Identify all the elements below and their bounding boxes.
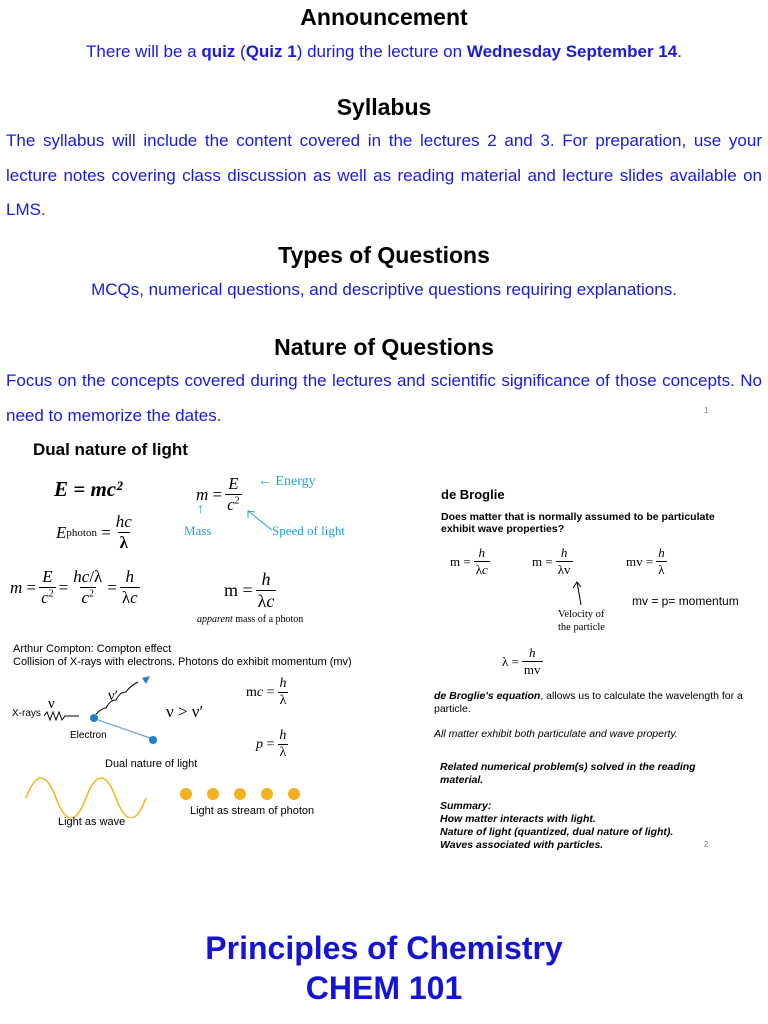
syllabus-text: The syllabus will include the content covered in the lectures 2 and 3. For preparation, use your lecture notes covering class discussion as well as reading material and lecture slides available on LMS. xyxy=(6,131,762,219)
nu-symbol: ν xyxy=(48,696,55,712)
frequency-inequality: ν > ν′ xyxy=(166,702,204,721)
xrays-label: X-rays xyxy=(12,708,41,719)
debroglie-wavelength-equation: λ = $\frac{h}{mv}$ xyxy=(502,645,541,677)
announcement-t3: ) during the lecture on xyxy=(296,42,467,61)
debroglie-mass-equation-2: m = $\frac{h}{\lambda v}$ xyxy=(532,545,571,577)
debroglie-question: Does matter that is normally assumed to be particulate exhibit wave properties? xyxy=(441,511,715,535)
speed-label: Speed of light xyxy=(272,523,345,538)
debroglie-equation-text xyxy=(434,690,744,716)
slide2-page-number: 2 xyxy=(704,840,709,849)
speed-arrow-icon xyxy=(244,508,274,532)
debroglie-equation-rest: , allows us to calculate the wavelength for a particle. xyxy=(434,690,743,715)
announcement-t2: ( xyxy=(235,42,246,61)
momentum-p-equation: p = $\frac{h}{\lambda}$ xyxy=(256,728,287,760)
slide1-title: Dual nature of light xyxy=(33,440,188,459)
summary-item-2: Nature of light (quantized, dual nature of light). xyxy=(440,826,674,838)
debroglie-mass-equation-1: m = $\frac{h}{\lambda c}$ xyxy=(450,545,488,577)
announcement-t1: There will be a xyxy=(86,42,202,61)
slide2-title: de Broglie xyxy=(441,487,505,502)
photon-mass-equation: m = $\frac{h}{\lambda c}$ xyxy=(224,569,275,611)
mass-energy-equation: m = $\frac{E}{c^2}$ xyxy=(196,474,240,514)
compton-line2: Collision of X-rays with electrons. Photons do exhibit momentum (mv) xyxy=(13,656,352,668)
summary-item-1: How matter interacts with light. xyxy=(440,813,596,825)
nature-heading: Nature of Questions xyxy=(274,334,494,360)
momentum-mc-equation: m c = $\frac{h}{\lambda}$ xyxy=(246,676,287,708)
summary-title: Summary: xyxy=(440,800,492,812)
announcement-t4: . xyxy=(677,42,682,61)
dual-nature-caption: Dual nature of light xyxy=(105,758,198,770)
up-arrow-icon: ↑ xyxy=(197,502,204,517)
course-name: Principles of Chemistry xyxy=(205,930,563,966)
scattered-arrow-icon xyxy=(142,676,150,684)
announcement-date: Wednesday September 14 xyxy=(466,42,678,61)
photon-dot-3-icon xyxy=(234,788,246,800)
syllabus-heading: Syllabus xyxy=(336,94,432,120)
apparent-word: apparent xyxy=(197,614,233,625)
apparent-mass-derivation: m = $\frac{E}{c^2}$ = $\frac{hc/\lambda}{c^2}$ = $\frac{h}{\lambda c}$ xyxy=(10,567,138,607)
compton-line1: Arthur Compton: Compton effect xyxy=(13,643,172,655)
nature-text: Focus on the concepts covered during the lectures and scientific significance of those concepts. No need to memorize the dates. xyxy=(6,371,762,425)
light-wave-icon xyxy=(22,774,162,818)
photon-dot-2-icon xyxy=(207,788,219,800)
photon-stream-icon xyxy=(176,784,326,804)
photon-dot-1-icon xyxy=(180,788,192,800)
summary-block xyxy=(440,800,673,852)
velocity-label xyxy=(558,608,605,634)
related-problems-text: Related numerical problem(s) solved in the reading material. xyxy=(440,761,696,786)
announcement-heading: Announcement xyxy=(300,4,468,30)
types-heading: Types of Questions xyxy=(278,242,490,268)
light-as-wave-label: Light as wave xyxy=(58,816,126,828)
energy-label: ← Energy xyxy=(258,474,316,489)
velocity-line2: the particle xyxy=(558,622,605,633)
summary-item-3: Waves associated with particles. xyxy=(440,839,604,851)
photon-energy-equation: E photon = $\frac{hc}{\lambda}$ xyxy=(56,512,132,552)
announcement-quiz: quiz xyxy=(201,42,236,61)
course-title xyxy=(0,928,768,1008)
light-as-stream-label: Light as stream of photon xyxy=(190,805,315,817)
compton-text xyxy=(13,643,352,669)
apparent-rest: mass of a photon xyxy=(232,614,304,625)
debroglie-mv-equation: mv = $\frac{h}{\lambda}$ xyxy=(626,545,665,577)
photon-dot-4-icon xyxy=(261,788,273,800)
incoming-wave-icon xyxy=(44,712,79,720)
momentum-definition: mv = p= momentum xyxy=(632,594,739,608)
types-text: MCQs, numerical questions, and descriptive questions requiring explanations. xyxy=(91,280,677,299)
velocity-line1: Velocity of xyxy=(558,609,605,620)
e-mc2-equation: E = mc² xyxy=(54,477,123,501)
compton-scattering-diagram xyxy=(12,668,172,748)
mass-label: Mass xyxy=(184,523,212,538)
course-code: CHEM 101 xyxy=(305,970,463,1006)
nu-prime-symbol: ν′ xyxy=(108,688,119,704)
all-matter-text: All matter exhibit both particulate and wave property. xyxy=(434,728,678,740)
electron-label: Electron xyxy=(70,730,107,741)
recoil-electron-icon xyxy=(149,736,157,744)
electron-dot-icon xyxy=(90,714,98,722)
velocity-arrow-icon xyxy=(572,580,586,606)
photon-dot-5-icon xyxy=(288,788,300,800)
slide1-page-number: 1 xyxy=(704,406,709,415)
announcement-quiz1: Quiz 1 xyxy=(245,42,297,61)
debroglie-equation-bold: de Broglie's equation xyxy=(434,690,541,702)
apparent-mass-caption xyxy=(197,614,303,625)
announcement-text xyxy=(0,42,768,62)
